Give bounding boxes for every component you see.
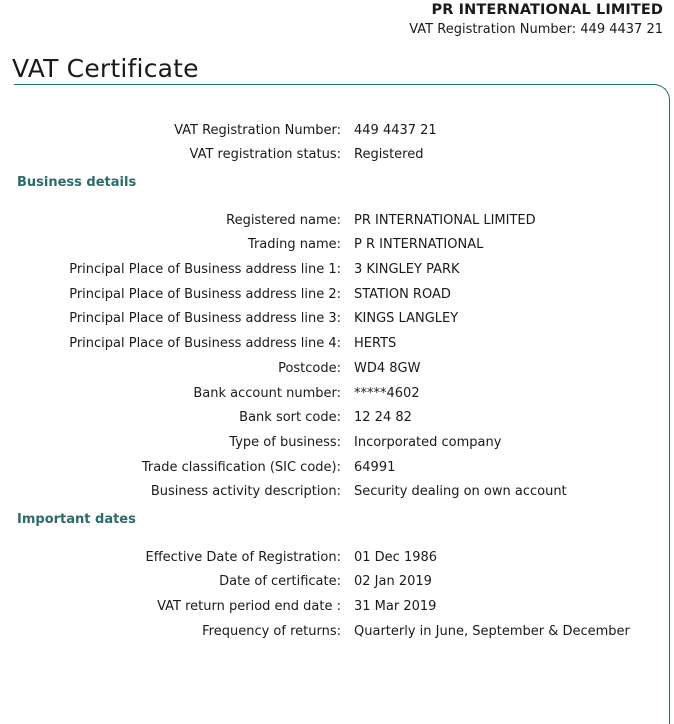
field-label: Bank account number:: [193, 386, 341, 401]
field-label: Trade classification (SIC code):: [141, 460, 341, 475]
field-row-date-of-certificate: [0, 570, 674, 594]
field-row-trade-classification: [0, 456, 674, 480]
field-value: Security dealing on own account: [354, 484, 567, 499]
field-row-business-activity: [0, 480, 674, 504]
field-value: 02 Jan 2019: [354, 574, 432, 589]
field-row-address-line-2: [0, 283, 674, 307]
field-value: 31 Mar 2019: [354, 599, 437, 614]
field-row-bank-sort-code: [0, 406, 674, 430]
field-row-registered-name: [0, 209, 674, 233]
field-value: 01 Dec 1986: [354, 550, 438, 565]
field-row-trading-name: [0, 233, 674, 257]
field-row-frequency-of-returns: [0, 620, 674, 644]
field-value: PR INTERNATIONAL LIMITED: [354, 213, 536, 228]
field-label: Type of business:: [229, 435, 341, 450]
field-value: STATION ROAD: [354, 287, 451, 302]
field-row-type-of-business: [0, 431, 674, 455]
field-value: 12 24 82: [354, 410, 412, 425]
field-row-vat-registration-number: [0, 119, 674, 143]
field-label: Effective Date of Registration:: [145, 550, 341, 565]
company-vat-number: VAT Registration Number: 449 4437 21: [409, 22, 663, 37]
field-value: 3 KINGLEY PARK: [354, 262, 460, 277]
field-label: VAT return period end date :: [157, 599, 341, 614]
field-label: Date of certificate:: [219, 574, 341, 589]
field-value: P R INTERNATIONAL: [354, 237, 484, 252]
page-title: VAT Certificate: [12, 54, 199, 83]
field-label: VAT registration status:: [189, 147, 341, 162]
field-label: Trading name:: [247, 237, 341, 252]
field-row-postcode: [0, 357, 674, 381]
field-value: 64991: [354, 460, 396, 475]
field-label: Principal Place of Business address line 2:: [69, 287, 341, 302]
field-row-address-line-3: [0, 307, 674, 331]
field-value: WD4 8GW: [354, 361, 421, 376]
field-row-return-period-end: [0, 595, 674, 619]
field-row-address-line-1: [0, 258, 674, 282]
field-label: Principal Place of Business address line 3:: [69, 311, 341, 326]
field-label: Frequency of returns:: [202, 624, 341, 639]
company-header: [409, 1, 663, 39]
field-value: Incorporated company: [354, 435, 502, 450]
field-row-effective-date: [0, 546, 674, 570]
section-heading-important-dates: Important dates: [17, 512, 136, 527]
field-label: Principal Place of Business address line 4:: [69, 336, 341, 351]
field-label: Postcode:: [278, 361, 341, 376]
field-value: HERTS: [354, 336, 397, 351]
field-label: VAT Registration Number:: [174, 123, 341, 138]
field-value: 449 4437 21: [354, 123, 437, 138]
company-name: PR INTERNATIONAL LIMITED: [431, 2, 663, 18]
field-value: Quarterly in June, September & December: [354, 624, 630, 639]
field-label: Bank sort code:: [239, 410, 341, 425]
field-row-vat-registration-status: [0, 143, 674, 167]
field-value: *****4602: [354, 386, 420, 401]
field-value: KINGS LANGLEY: [354, 311, 459, 326]
field-value: Registered: [354, 147, 424, 162]
field-label: Principal Place of Business address line 1:: [69, 262, 341, 277]
field-row-address-line-4: [0, 332, 674, 356]
field-row-bank-account-number: [0, 382, 674, 406]
section-heading-business-details: Business details: [17, 175, 137, 190]
field-label: Registered name:: [226, 213, 341, 228]
field-label: Business activity description:: [150, 484, 341, 499]
